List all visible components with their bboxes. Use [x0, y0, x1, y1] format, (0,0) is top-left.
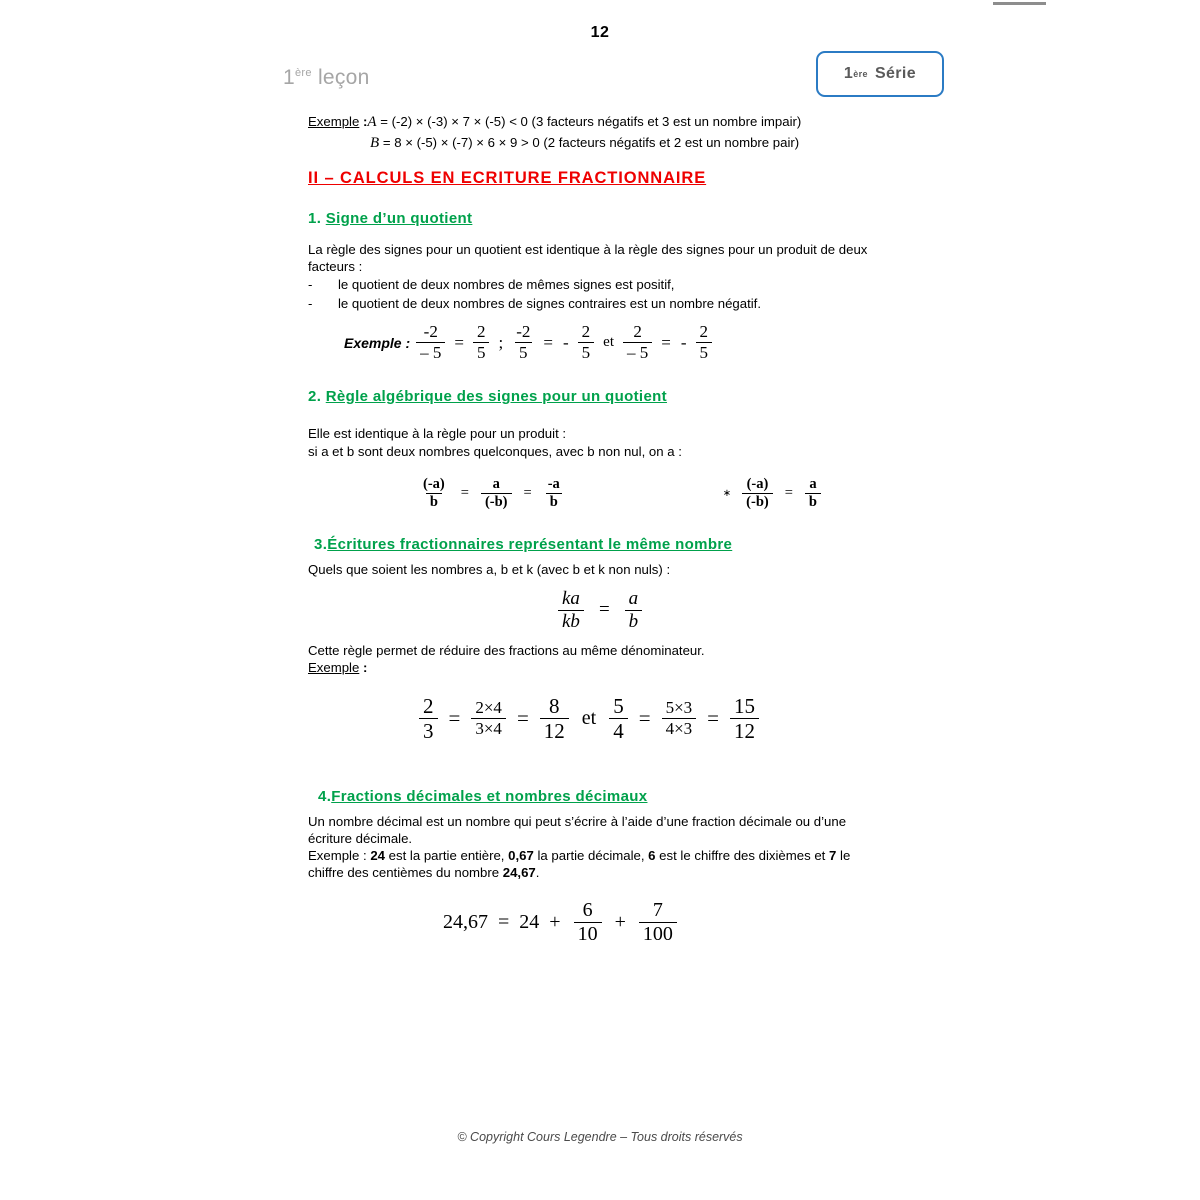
subsection-title-3 — [314, 536, 948, 553]
subsection-text-2: Règle algébrique des signes pour un quotient — [325, 388, 668, 406]
fraction-neg-a-over-b: $\frac{-a}{b}$ — [547, 475, 560, 510]
equals-sign: = — [498, 910, 510, 933]
equals-3: = — [638, 705, 651, 730]
subsection-number-4: 4. — [318, 787, 332, 805]
sub4-example-period: . — [535, 865, 540, 881]
asterisk-marker: ∗ — [722, 487, 732, 499]
plus-sign-1: + — [549, 910, 561, 933]
subsection-title-2 — [308, 388, 948, 405]
serie-badge — [816, 51, 944, 97]
sub1-example-label: Exemple : — [344, 334, 411, 351]
fraction-minus2-over-minus5: $\frac{-2}{- 5}$ — [416, 323, 445, 362]
subsection-number-2: 2. — [308, 388, 326, 406]
fraction-minus2-over-5: $\frac{-2}{5}$ — [516, 322, 531, 363]
sub1-example-equation — [344, 323, 948, 362]
fraction-2-over-minus5: $\frac{2}{- 5}$ — [623, 323, 652, 362]
semicolon-1: ; — [498, 332, 504, 352]
lesson-label-ordinal: ère — [294, 67, 312, 79]
sub3-intro: Quels que soient les nombres a, b et k (avec b et k non nuls) : — [308, 561, 671, 577]
page-number: 12 — [590, 24, 610, 41]
equals-1: = — [448, 705, 461, 730]
sub3-example-label-line — [308, 659, 948, 677]
sub4-example-prefix: Exemple : — [308, 848, 371, 864]
document-content — [308, 112, 948, 945]
exemple-label: Exemple — [308, 114, 360, 129]
value-067: 0,67 — [508, 848, 534, 864]
fraction-15-over-12: $\frac{15}{12}$ — [730, 695, 759, 742]
conjunction-et-1: et — [603, 334, 614, 351]
sub1-intro — [308, 241, 948, 276]
sub2-intro-line1: Elle est identique à la règle pour un produit : — [308, 426, 567, 442]
fraction-2-over-5-b: $\frac{2}{5}$ — [578, 323, 595, 362]
sub4-example-t1: est la partie entière, — [384, 848, 509, 864]
bullet-dash: - — [308, 276, 313, 292]
fraction-5-over-4: $\frac{5}{4}$ — [609, 695, 628, 742]
lesson-label-text: leçon — [317, 66, 370, 89]
subsection-title-1 — [308, 210, 948, 227]
section-title-ii: II – CALCULS EN ECRITURE FRACTIONNAIRE — [308, 168, 707, 187]
sub4-example-t3: est le chiffre des dixièmes et — [655, 848, 829, 864]
list-item — [308, 276, 948, 295]
value-2467: 24,67 — [502, 865, 536, 881]
sub4-intro-line2: écriture décimale. — [308, 831, 413, 847]
sub1-intro-line1: La règle des signes pour un quotient est identique à la règle des signes pour un produit de deux — [308, 241, 868, 257]
fraction-ka-over-kb: $\frac{ka}{kb}$ — [558, 589, 584, 632]
exemple-ab-block — [308, 112, 948, 155]
fraction-5x3-over-4x3: $\frac{5\times 3}{4\times 3}$ — [662, 699, 697, 738]
sub3-example-colon: : — [359, 660, 368, 676]
lesson-label — [283, 66, 370, 90]
bullet-text: le quotient de deux nombres de mêmes signes est positif, — [338, 276, 675, 292]
sub2-equation-row — [412, 477, 948, 510]
fraction-7-over-100: $\frac{7}{100}$ — [639, 900, 677, 945]
expression-a: = (-2) × (-3) × 7 × (-5) < 0 (3 facteurs négatifs et 3 est un nombre impair) — [376, 114, 802, 129]
sub4-intro-line1: Un nombre décimal est un nombre qui peut s’écrire à l’aide d’une fraction décimale ou d’une — [308, 813, 847, 829]
scan-artifact-line — [993, 2, 1046, 5]
serie-badge-ordinal: ère — [853, 69, 868, 79]
sub3-equation — [548, 589, 948, 632]
equals-1: = — [454, 332, 464, 352]
fraction-6-over-10: $\frac{6}{10}$ — [574, 900, 602, 945]
fraction-2-over-5-c: $\frac{2}{5}$ — [696, 323, 713, 362]
equals-3: = — [661, 332, 671, 352]
footer-copyright: © Copyright Cours Legendre – Tous droits réservés — [457, 1130, 743, 1144]
equals-2: = — [543, 332, 553, 352]
sub4-example-t4: le — [836, 848, 851, 864]
serie-badge-number: 1 — [843, 65, 854, 82]
equals-sign: = — [598, 599, 610, 621]
subsection-text-1: Signe d’un quotient — [325, 209, 473, 227]
sub1-bullet-list — [308, 276, 948, 313]
sub4-example-t5: chiffre des centièmes du nombre — [308, 865, 503, 881]
fraction-2-over-3: $\frac{2}{3}$ — [419, 695, 438, 742]
sub4-intro — [308, 813, 948, 847]
variable-b: B — [370, 135, 380, 152]
plus-sign-2: + — [614, 910, 626, 933]
fraction-2-over-5-a: $\frac{2}{5}$ — [473, 323, 490, 362]
sub4-decimal-equation — [438, 900, 948, 945]
variable-a: A — [367, 114, 377, 130]
subsection-text-4: Fractions décimales et nombres décimaux — [331, 787, 648, 805]
decimal-value-lhs: 24,67 — [443, 910, 488, 933]
sub4-example — [308, 847, 948, 881]
fraction-a-over-minus-b: $\frac{a}{(-b)}$ — [481, 477, 512, 510]
exemple-ab-line-a — [308, 112, 948, 133]
bullet-dash: - — [308, 295, 313, 311]
sub3-big-equation — [413, 695, 948, 742]
equals-1: = — [460, 484, 469, 501]
sub3-note: Cette règle permet de réduire des fractions au même dénominateur. — [308, 642, 705, 658]
value-24: 24 — [370, 848, 385, 864]
minus-sign-1: - — [562, 332, 569, 352]
fraction-minus-a-over-b: $\frac{(-a)}{b}$ — [423, 475, 445, 510]
sub2-intro — [308, 425, 948, 460]
sub1-intro-line2: facteurs : — [308, 259, 363, 275]
bullet-text: le quotient de deux nombres de signes contraires est un nombre négatif. — [338, 295, 761, 311]
sub4-example-t2: la partie décimale, — [533, 848, 649, 864]
subsection-number-1: 1. — [308, 209, 326, 227]
value-7: 7 — [829, 848, 837, 864]
list-item — [308, 295, 948, 314]
equals-4: = — [707, 705, 719, 730]
value-6: 6 — [648, 848, 656, 864]
exemple-ab-line-b — [308, 133, 948, 154]
sub2-intro-line2: si a et b sont deux nombres quelconques, avec b non nul, on a : — [308, 443, 682, 459]
subsection-number-3: 3. — [314, 535, 328, 553]
lesson-label-number: 1 — [283, 66, 295, 89]
fraction-2x4-over-3x4: $\frac{2\times 4}{3\times 4}$ — [471, 699, 506, 738]
equals-2: = — [516, 705, 529, 730]
fraction-8-over-12: $\frac{8}{12}$ — [540, 695, 569, 742]
conjunction-et: et — [581, 706, 597, 729]
sub3-example-label: Exemple — [308, 660, 360, 676]
expression-b: = 8 × (-5) × (-7) × 6 × 9 > 0 (2 facteurs négatifs et 2 est un nombre pair) — [379, 135, 800, 151]
equals-2: = — [523, 484, 532, 501]
subsection-text-3: Écritures fractionnaires représentant le même nombre — [327, 535, 733, 553]
exemple-colon: : — [359, 114, 368, 129]
subsection-title-4 — [318, 788, 948, 805]
fraction-a-over-b: $\frac{a}{b}$ — [805, 477, 821, 510]
fraction-a-over-b: $\frac{a}{b}$ — [625, 589, 643, 632]
integer-part: 24 — [519, 910, 540, 933]
minus-sign-2: - — [680, 332, 687, 352]
serie-badge-text: Série — [874, 65, 917, 82]
equals-3: = — [784, 484, 793, 501]
fraction-minus-a-over-minus-b: $\frac{(-a)}{(-b)}$ — [742, 477, 773, 510]
